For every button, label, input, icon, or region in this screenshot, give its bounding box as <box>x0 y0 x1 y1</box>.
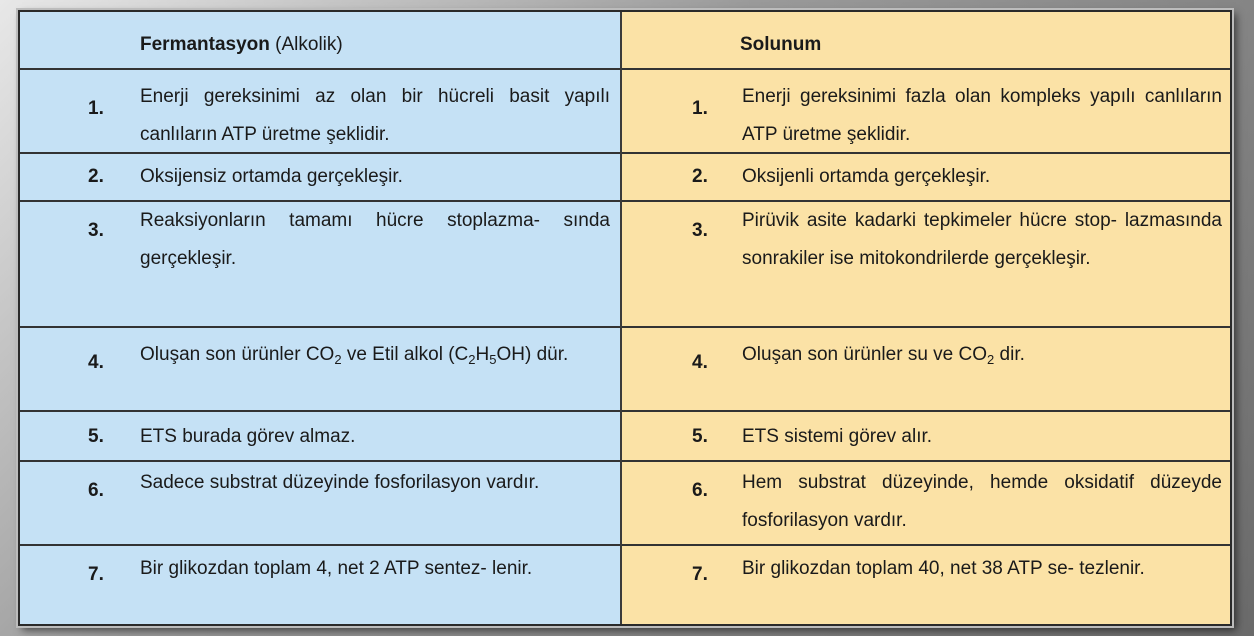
row-number: 7. <box>88 564 104 585</box>
table-row <box>20 154 620 202</box>
row-text: ETS burada görev almaz. <box>140 426 356 447</box>
table-row-header <box>20 12 620 70</box>
table-row <box>20 202 620 328</box>
header-rest-text: (Alkolik) <box>269 34 343 55</box>
row-text: Reaksiyonların tamamı hücre stoplazma- sında gerçekleşir. <box>140 210 610 269</box>
table-row <box>20 412 620 462</box>
column-fermentation <box>20 12 622 624</box>
row-text: Oluşan son ürünler su ve $CO_2$ dir. <box>742 344 1025 367</box>
table-row <box>622 70 1232 154</box>
table-row <box>622 546 1232 626</box>
table-row-header <box>622 12 1232 70</box>
row-number: 2. <box>692 166 708 187</box>
row-text: Enerji gereksinimi az olan bir hücreli basit yapılı canlıların ATP üretme şeklidir. <box>140 86 610 145</box>
column-header-fermentation <box>140 34 343 56</box>
row-text: Pirüvik asite kadarki tepkimeler hücre stop- lazmasında sonrakiler ise mitokondrilerde gerçekleşir. <box>742 210 1222 269</box>
row-number: 1. <box>88 98 104 119</box>
row-number: 5. <box>692 426 708 447</box>
column-respiration <box>622 12 1232 624</box>
row-text: Bir glikozdan toplam 4, net 2 ATP sentez- lenir. <box>140 558 533 579</box>
table-row <box>622 154 1232 202</box>
row-text: Enerji gereksinimi fazla olan kompleks yapılı canlıların ATP üretme şeklidir. <box>742 86 1222 145</box>
row-text: ETS sistemi görev alır. <box>742 426 933 447</box>
table-row <box>20 546 620 626</box>
comparison-table <box>18 10 1232 626</box>
row-number: 4. <box>692 352 708 373</box>
row-text: Bir glikozdan toplam 40, net 38 ATP se- tezlenir. <box>742 558 1145 579</box>
row-number: 6. <box>692 480 708 501</box>
row-number: 6. <box>88 480 104 501</box>
row-number: 7. <box>692 564 708 585</box>
row-number: 3. <box>88 220 104 241</box>
header-bold-text: Fermantasyon <box>140 34 270 55</box>
table-row <box>622 328 1232 412</box>
row-number: 4. <box>88 352 104 373</box>
table-row <box>622 462 1232 546</box>
row-text: Hem substrat düzeyinde, hemde oksidatif düzeyde fosforilasyon vardır. <box>742 472 1222 531</box>
row-text: Oluşan son ürünler $CO_2$ ve Etil alkol $(C_2H_5OH)$ dür. <box>140 344 569 367</box>
row-text: Oksijenli ortamda gerçekleşir. <box>742 166 991 187</box>
row-number: 5. <box>88 426 104 447</box>
row-number: 2. <box>88 166 104 187</box>
row-text: Oksijensiz ortamda gerçekleşir. <box>140 166 403 187</box>
table-row <box>622 412 1232 462</box>
table-row <box>20 70 620 154</box>
row-number: 1. <box>692 98 708 119</box>
table-row <box>622 202 1232 328</box>
column-header-respiration: Solunum <box>740 34 822 55</box>
table-row <box>20 462 620 546</box>
table-row <box>20 328 620 412</box>
row-text: Sadece substrat düzeyinde fosforilasyon vardır. <box>140 472 540 493</box>
row-number: 3. <box>692 220 708 241</box>
